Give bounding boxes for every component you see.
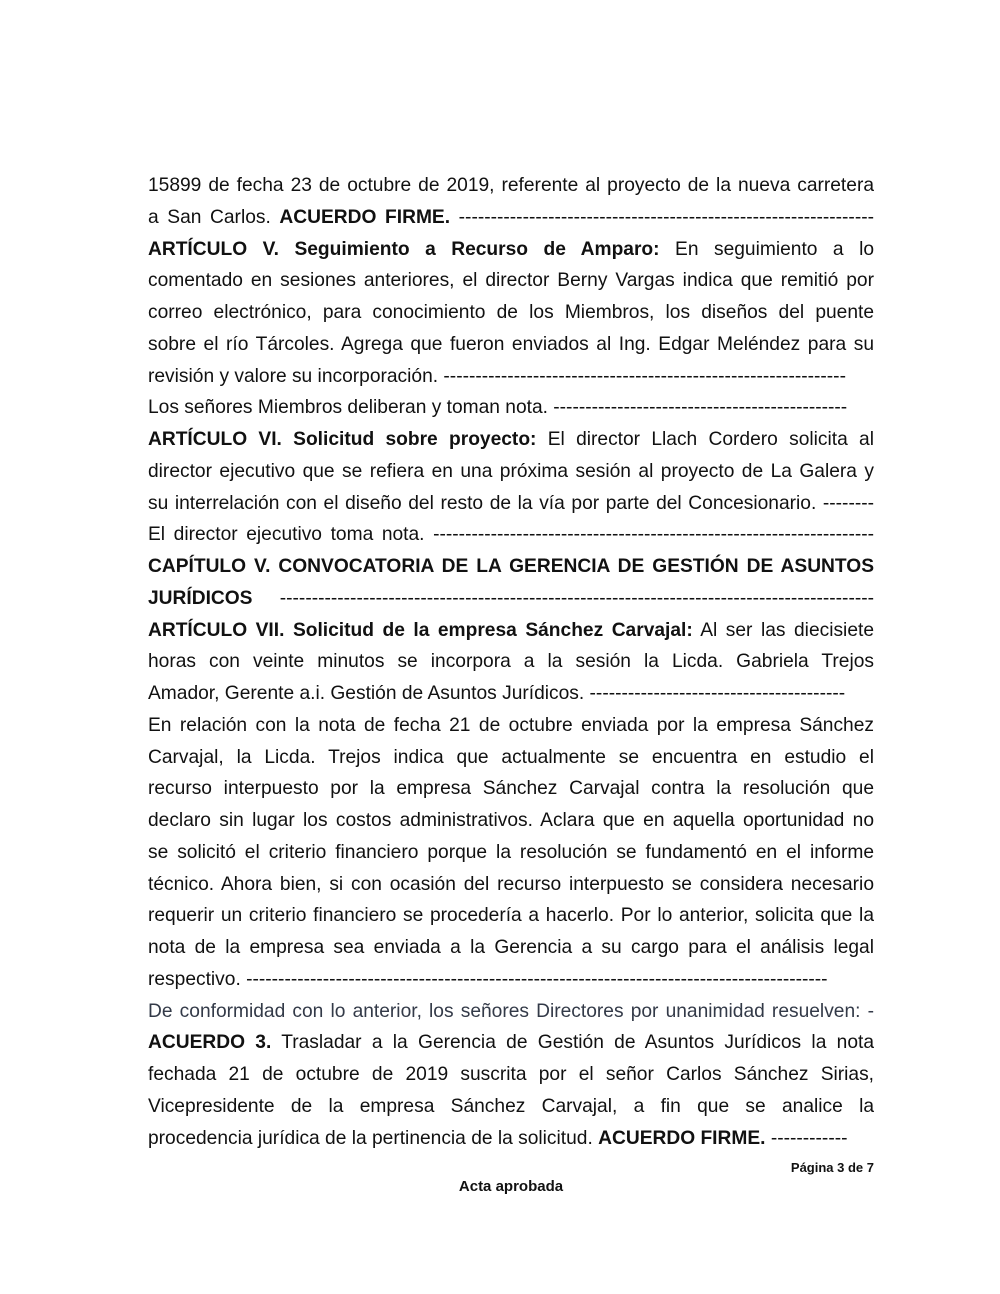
bold-text: ACUERDO FIRME. <box>598 1127 766 1149</box>
text-line <box>148 646 874 678</box>
text-line <box>148 615 874 647</box>
text-span: declaro sin lugar los costos administrativos. Aclara que en aquella oportunidad no <box>148 810 874 831</box>
text-span: procedencia jurídica de la pertinencia de la solicitud. <box>148 1127 599 1149</box>
text-line <box>148 805 874 837</box>
text-span: De conformidad con lo anterior, los señores Directores por unanimidad resuelven: - <box>148 1000 874 1022</box>
text-span: correo electrónico, para conocimiento de los Miembros, los diseños del puente <box>148 302 874 323</box>
text-span: fechada 21 de octubre de 2019 suscrita por el señor Carlos Sánchez Sirias, <box>148 1064 874 1085</box>
text-line <box>148 265 874 297</box>
text-line <box>148 170 874 202</box>
bold-text: ACUERDO FIRME. <box>279 206 451 228</box>
text-span: En seguimiento a lo <box>659 238 874 260</box>
text-span: nota de la empresa sea enviada a la Gerencia a su cargo para el análisis legal <box>148 937 874 958</box>
text-line <box>148 996 874 1028</box>
text-span: respectivo. ------------------------------------------------------------------------------------------- <box>148 968 828 990</box>
text-span: --------------------------------------------------------------------------------------------- <box>252 587 874 609</box>
text-line <box>148 932 874 964</box>
text-span: ----------------------------------------------------------------- <box>450 206 874 228</box>
text-span: recurso interpuesto por la empresa Sánchez Carvajal contra la resolución que <box>148 778 874 800</box>
text-line <box>148 202 874 234</box>
text-line <box>148 1123 874 1155</box>
text-line <box>148 551 874 583</box>
text-line <box>148 361 874 393</box>
text-line <box>148 392 874 424</box>
text-span: horas con veinte minutos se incorpora a la sesión la Licda. Gabriela Trejos <box>148 651 874 673</box>
text-line <box>148 488 874 520</box>
text-span: sobre el río Tárcoles. Agrega que fueron enviados al Ing. Edgar Meléndez para su <box>148 333 874 355</box>
text-span: se solicitó el criterio financiero porque la resolución se fundamentó en el informe <box>148 841 874 863</box>
bold-text: ARTÍCULO VII. Solicitud de la empresa Sánchez Carvajal: <box>148 619 693 641</box>
text-span: a San Carlos. <box>148 206 280 228</box>
text-span: Amador, Gerente a.i. Gestión de Asuntos Jurídicos. ---------------------------------------- <box>148 683 846 704</box>
text-line <box>148 678 874 710</box>
text-span: comentado en sesiones anteriores, el director Berny Vargas indica que remitió por <box>148 270 874 292</box>
text-line <box>148 456 874 488</box>
text-line <box>148 773 874 805</box>
text-line <box>148 234 874 266</box>
text-line <box>148 329 874 361</box>
text-span: En relación con la nota de fecha 21 de octubre enviada por la empresa Sánchez <box>148 714 874 736</box>
text-span: Al ser las diecisiete <box>692 619 874 641</box>
text-span: El director Llach Cordero solicita al <box>536 429 874 450</box>
bold-text: ARTÍCULO V. Seguimiento a Recurso de Amparo: <box>148 238 660 260</box>
bold-text: JURÍDICOS <box>148 587 253 609</box>
text-line <box>148 964 874 996</box>
text-span: Los señores Miembros deliberan y toman nota. ---------------------------------------------- <box>148 397 848 419</box>
text-line <box>148 869 874 901</box>
text-line <box>148 583 874 615</box>
text-line <box>148 710 874 742</box>
text-line <box>148 837 874 869</box>
text-line <box>148 519 874 551</box>
document-body <box>148 170 874 1154</box>
text-span: ------------ <box>765 1127 848 1149</box>
text-line <box>148 1059 874 1091</box>
text-span: Vicepresidente de la empresa Sánchez Carvajal, a fin que se analice la <box>148 1095 874 1117</box>
bold-text: CAPÍTULO V. CONVOCATORIA DE LA GERENCIA DE GESTIÓN DE ASUNTOS <box>148 556 874 577</box>
text-line <box>148 424 874 456</box>
bold-text: ARTÍCULO VI. Solicitud sobre proyecto: <box>148 429 537 450</box>
page-number: Página 3 de 7 <box>790 1160 874 1175</box>
text-span: Carvajal, la Licda. Trejos indica que actualmente se encuentra en estudio el <box>148 746 874 768</box>
text-line <box>148 1027 874 1059</box>
text-line <box>148 742 874 774</box>
text-span: técnico. Ahora bien, si con ocasión del recurso interpuesto se considera necesario <box>148 873 874 895</box>
bold-text: ACUERDO 3. <box>148 1032 272 1054</box>
text-span: requerir un criterio financiero se procedería a hacerlo. Por lo anterior, solicita que la <box>148 905 874 927</box>
text-span: revisión y valore su incorporación. --------------------------------------------------------------- <box>148 365 846 387</box>
text-span: su interrelación con el diseño del resto de la vía por parte del Concesionario. -------- <box>148 492 874 514</box>
text-line <box>148 1091 874 1123</box>
text-span: 15899 de fecha 23 de octubre de 2019, referente al proyecto de la nueva carretera <box>148 175 874 196</box>
text-line <box>148 297 874 329</box>
document-status: Acta aprobada <box>458 1178 564 1195</box>
text-span: director ejecutivo que se refiera en una próxima sesión al proyecto de La Galera y <box>148 460 874 482</box>
text-span: Trasladar a la Gerencia de Gestión de Asuntos Jurídicos la nota <box>271 1032 874 1054</box>
text-span: El director ejecutivo toma nota. --------------------------------------------------------------------- <box>148 524 874 546</box>
text-line <box>148 900 874 932</box>
